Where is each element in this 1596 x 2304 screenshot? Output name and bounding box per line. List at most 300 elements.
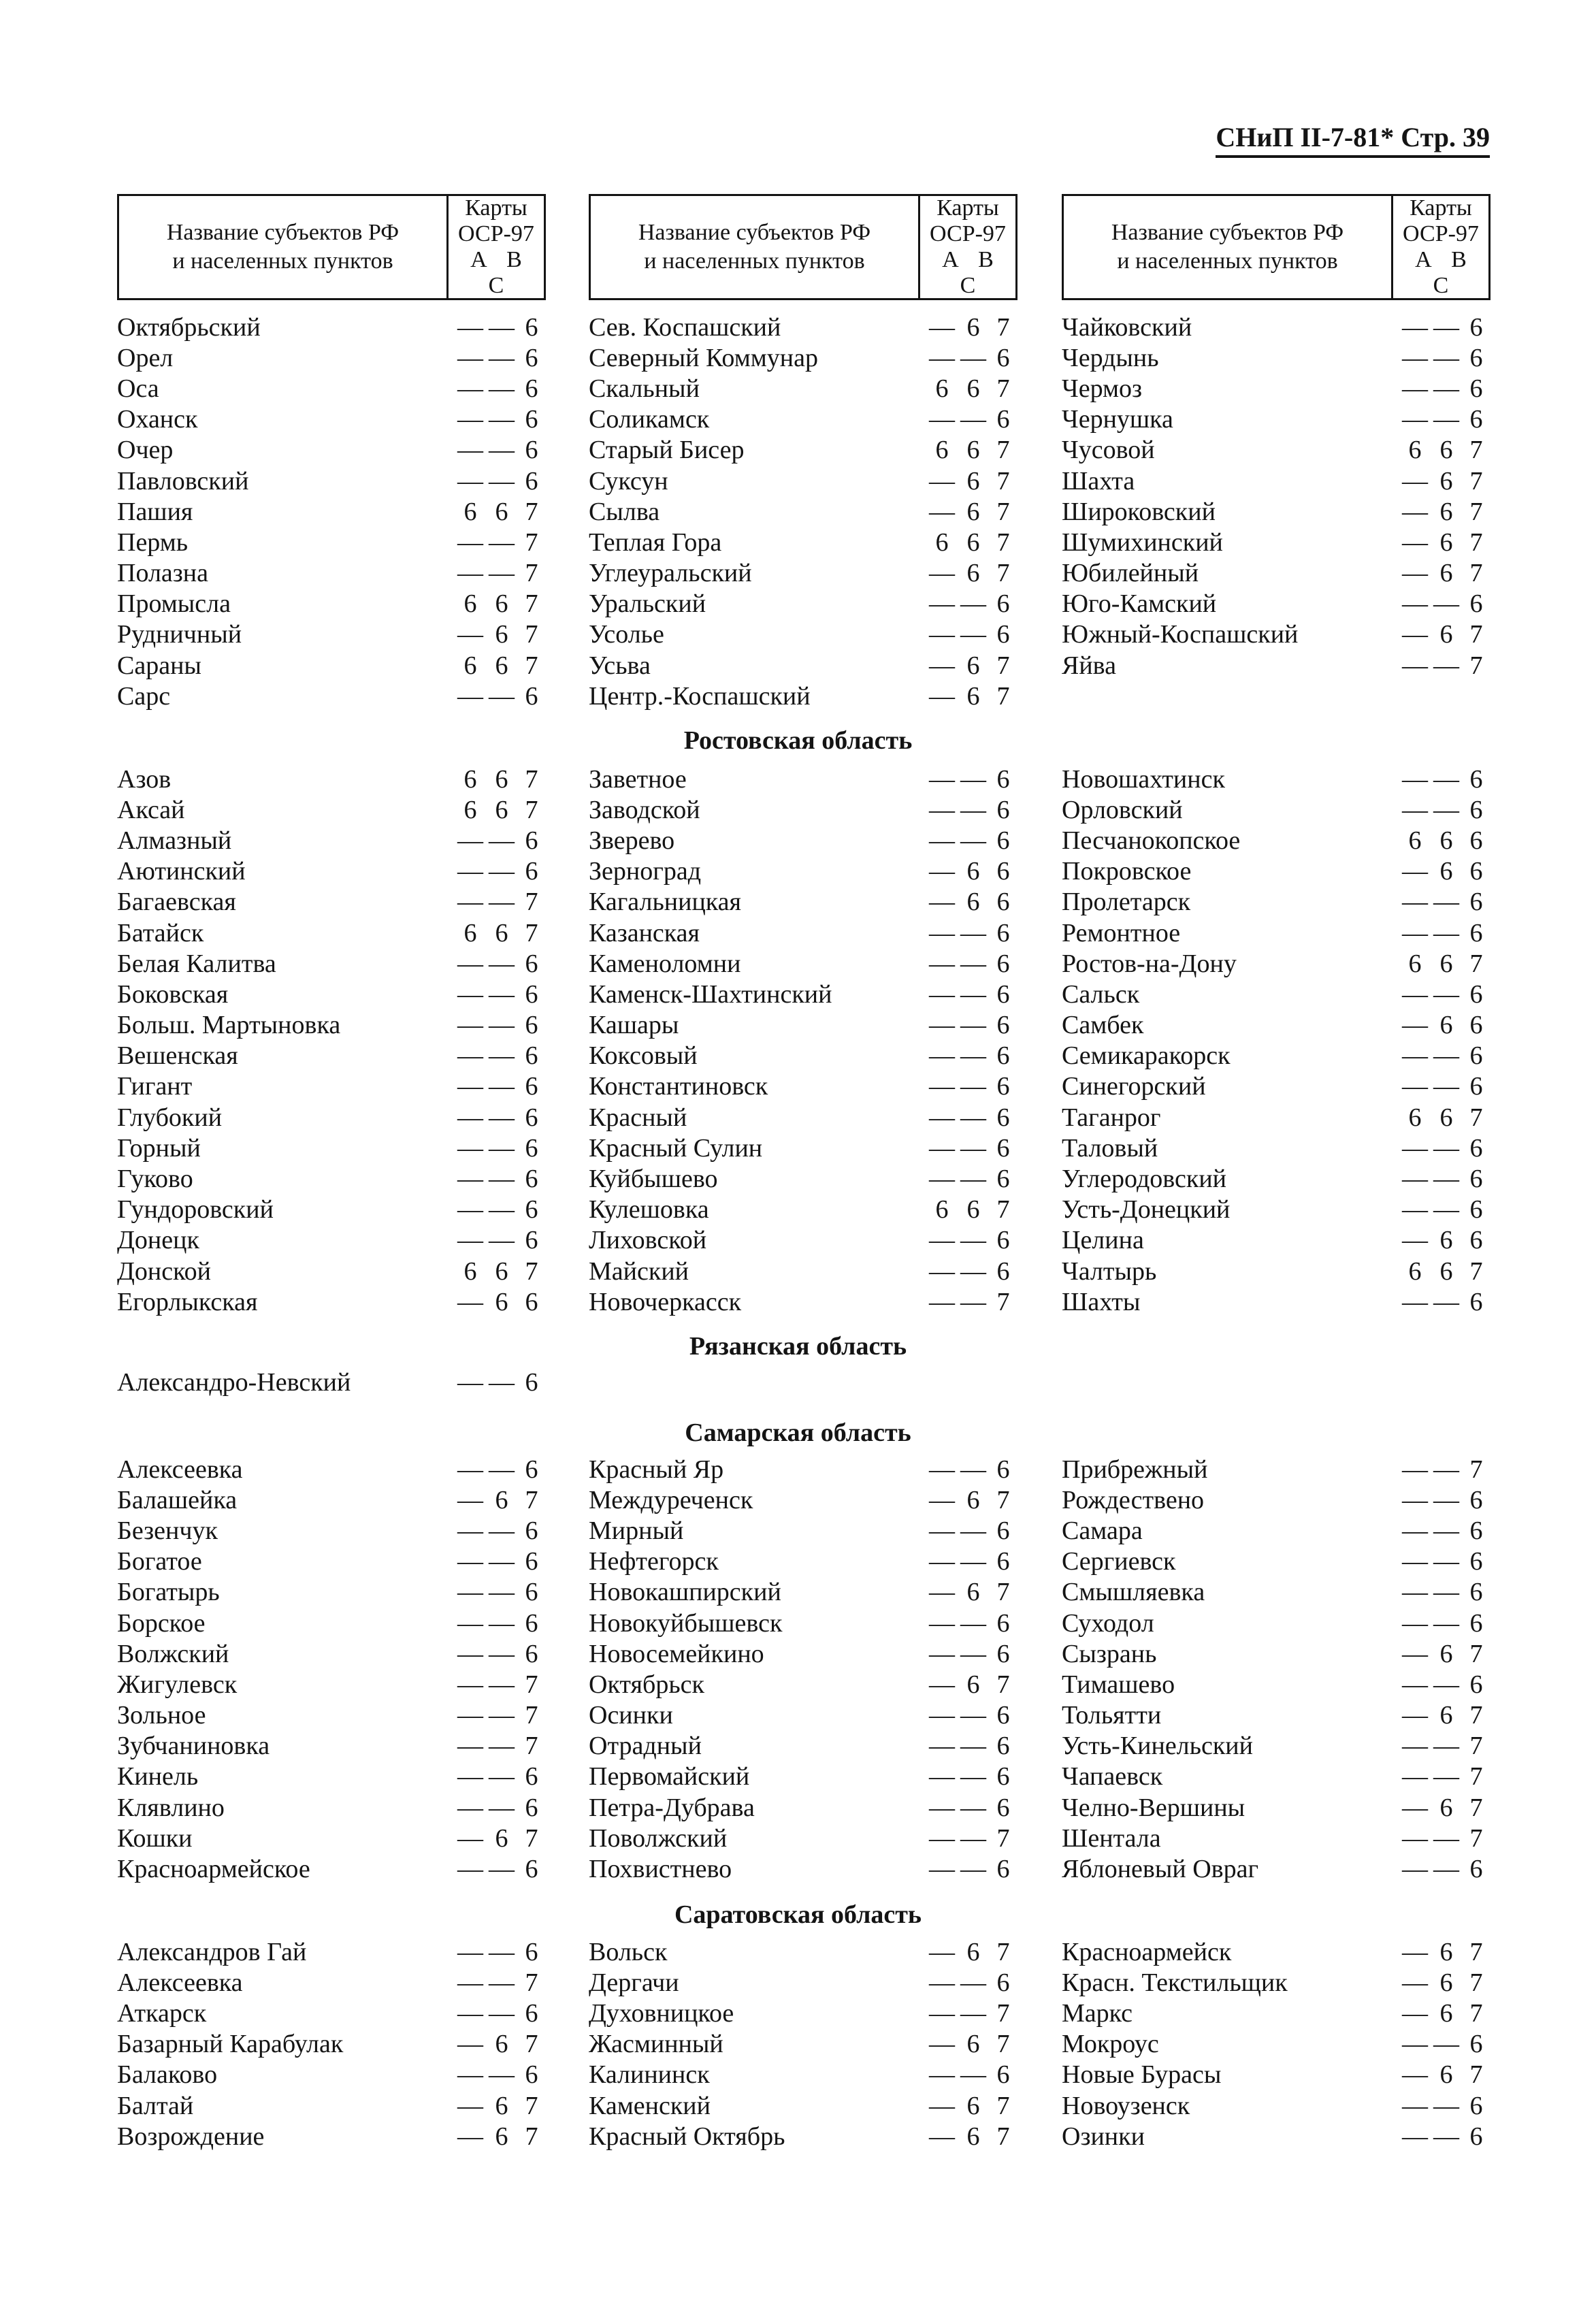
settlement-name: Багаевская bbox=[117, 888, 236, 917]
settlement-name: Пашия bbox=[117, 497, 193, 526]
map-a-value: 6 bbox=[463, 764, 477, 794]
map-a-value: — bbox=[929, 1485, 955, 1514]
table-row bbox=[117, 1577, 546, 1608]
map-a-value: — bbox=[929, 1578, 955, 1607]
settlement-name: Красный Яр bbox=[589, 1455, 724, 1484]
map-b-value: — bbox=[1433, 1823, 1459, 1853]
settlement-name: Красный bbox=[589, 1103, 687, 1132]
table-row bbox=[1062, 918, 1491, 948]
map-c-value: 7 bbox=[525, 888, 538, 917]
table-row bbox=[1062, 1936, 1491, 1967]
map-a-value: — bbox=[1402, 651, 1428, 680]
table-row bbox=[589, 1823, 1017, 1853]
map-c-value: 7 bbox=[996, 466, 1010, 496]
settlement-name: Коксовый bbox=[589, 1041, 698, 1071]
map-c-value: 6 bbox=[996, 1762, 1010, 1791]
map-c-value: 6 bbox=[996, 826, 1010, 855]
settlement-name: Юго-Камский bbox=[1062, 589, 1217, 619]
map-b-value: 6 bbox=[495, 651, 508, 680]
settlement-name: Сальск bbox=[1062, 979, 1140, 1009]
map-c-value: 7 bbox=[1469, 1256, 1483, 1286]
map-c-value: 6 bbox=[1469, 1670, 1483, 1699]
table-row bbox=[117, 1608, 546, 1638]
settlement-name: Челно-Вершины bbox=[1062, 1793, 1245, 1822]
map-b-value: — bbox=[1433, 1516, 1459, 1545]
map-a-value: — bbox=[1402, 405, 1428, 434]
map-c-value: 7 bbox=[996, 651, 1010, 680]
map-a-value: — bbox=[929, 681, 955, 711]
map-c-value: 6 bbox=[996, 918, 1010, 947]
map-b-value: — bbox=[1433, 1133, 1459, 1163]
map-a-value: — bbox=[1402, 312, 1428, 342]
settlement-name: Оса bbox=[117, 374, 159, 403]
map-a-value: 6 bbox=[935, 374, 949, 403]
table-row bbox=[1062, 1967, 1491, 1998]
settlement-name: Заветное bbox=[589, 764, 687, 794]
header-name-line2: и населенных пунктов bbox=[1117, 248, 1338, 274]
map-a-value: 6 bbox=[463, 497, 477, 526]
settlement-name: Юбилейный bbox=[1062, 559, 1199, 588]
table-row bbox=[589, 1762, 1017, 1792]
map-b-value: 6 bbox=[1439, 857, 1453, 886]
settlement-name: Старый Бисер bbox=[589, 436, 745, 465]
table-row bbox=[117, 589, 546, 619]
map-c-value: 7 bbox=[525, 497, 538, 526]
map-b-value: — bbox=[1433, 1287, 1459, 1316]
map-b-value: — bbox=[489, 1011, 515, 1040]
map-b-value: — bbox=[960, 1762, 986, 1791]
map-c-value: 6 bbox=[1469, 1578, 1483, 1607]
map-b-value: — bbox=[1433, 888, 1459, 917]
map-b-value: — bbox=[960, 2060, 986, 2090]
table-row bbox=[589, 1454, 1017, 1484]
map-a-value: — bbox=[929, 1732, 955, 1761]
table-row bbox=[1062, 1608, 1491, 1638]
settlement-name: Песчанокопское bbox=[1062, 826, 1241, 855]
map-c-value: 6 bbox=[1469, 764, 1483, 794]
map-c-value: 6 bbox=[996, 1103, 1010, 1132]
map-b-value: 6 bbox=[1439, 1793, 1453, 1822]
table-row bbox=[589, 1577, 1017, 1608]
map-c-value: 7 bbox=[1469, 1701, 1483, 1730]
table-row bbox=[589, 1484, 1017, 1515]
map-b-value: — bbox=[960, 1793, 986, 1822]
settlement-name: Яйва bbox=[1062, 651, 1116, 680]
map-c-value: 7 bbox=[996, 1998, 1010, 2028]
settlement-name: Алексеевка bbox=[117, 1968, 243, 1997]
map-a-value: — bbox=[457, 1793, 483, 1822]
map-a-value: 6 bbox=[935, 528, 949, 557]
map-b-value: — bbox=[960, 1041, 986, 1071]
map-a-value: — bbox=[929, 1762, 955, 1791]
table-row bbox=[589, 435, 1017, 466]
map-a-value: — bbox=[1402, 1226, 1428, 1255]
map-c-value: 6 bbox=[525, 1226, 538, 1255]
settlement-name: Кинель bbox=[117, 1762, 199, 1791]
settlement-name: Калининск bbox=[589, 2060, 710, 2090]
table-header-3 bbox=[1062, 194, 1491, 300]
map-b-value: — bbox=[960, 1701, 986, 1730]
map-c-value: 6 bbox=[996, 1547, 1010, 1576]
settlement-name: Горный bbox=[117, 1133, 201, 1163]
map-b-value: 6 bbox=[1439, 528, 1453, 557]
settlement-name: Алмазный bbox=[117, 826, 232, 855]
settlement-name: Боковская bbox=[117, 979, 229, 1009]
header-name-cell bbox=[1064, 196, 1393, 298]
map-b-value: — bbox=[1433, 1855, 1459, 1884]
map-c-value: 7 bbox=[525, 559, 538, 588]
map-a-value: — bbox=[929, 826, 955, 855]
map-a-value: — bbox=[929, 1608, 955, 1638]
table-row bbox=[589, 1133, 1017, 1163]
header-maps-line2: ОСР-97 bbox=[458, 221, 534, 246]
table-row bbox=[117, 496, 546, 527]
table-row bbox=[589, 373, 1017, 404]
map-a-value: — bbox=[457, 826, 483, 855]
settlement-name: Донецк bbox=[117, 1226, 199, 1255]
settlement-name: Мирный bbox=[589, 1516, 684, 1545]
map-c-value: 7 bbox=[525, 651, 538, 680]
table-row bbox=[117, 1853, 546, 1884]
map-a-value: — bbox=[929, 312, 955, 342]
table-row bbox=[1062, 1792, 1491, 1823]
map-a-value: — bbox=[929, 1639, 955, 1668]
table-row bbox=[117, 1133, 546, 1163]
settlement-name: Азов bbox=[117, 764, 172, 794]
map-a-value: — bbox=[457, 466, 483, 496]
table-row bbox=[589, 1546, 1017, 1577]
header-maps-line1: Карты bbox=[1410, 195, 1472, 221]
map-c-value: 7 bbox=[1469, 559, 1483, 588]
map-a-value: — bbox=[457, 1823, 483, 1853]
map-c-value: 7 bbox=[996, 1287, 1010, 1316]
table-row bbox=[589, 825, 1017, 856]
map-a-value: — bbox=[457, 528, 483, 557]
map-a-value: — bbox=[457, 1608, 483, 1638]
header-maps-line1: Карты bbox=[465, 195, 527, 221]
table-row bbox=[589, 496, 1017, 527]
settlement-name: Самбек bbox=[1062, 1011, 1144, 1040]
settlement-name: Глубокий bbox=[117, 1103, 223, 1132]
settlement-name: Сергиевск bbox=[1062, 1547, 1176, 1576]
settlement-name: Больш. Мартыновка bbox=[117, 1011, 341, 1040]
table-row bbox=[117, 1367, 546, 1397]
map-c-value: 6 bbox=[1469, 589, 1483, 619]
map-c-value: 6 bbox=[996, 795, 1010, 824]
table-row bbox=[1062, 856, 1491, 887]
map-c-value: 6 bbox=[1469, 1516, 1483, 1545]
map-c-value: 6 bbox=[1469, 826, 1483, 855]
map-b-value: — bbox=[960, 795, 986, 824]
map-a-value: — bbox=[929, 1998, 955, 2028]
map-b-value: 6 bbox=[966, 374, 980, 403]
map-a-value: — bbox=[929, 1256, 955, 1286]
map-a-value: — bbox=[1402, 1762, 1428, 1791]
settlement-name: Семикаракорск bbox=[1062, 1041, 1231, 1071]
map-a-value: — bbox=[929, 405, 955, 434]
table-row bbox=[1062, 373, 1491, 404]
settlement-name: Богатырь bbox=[117, 1578, 220, 1607]
map-b-value: — bbox=[489, 1516, 515, 1545]
map-a-value: — bbox=[1402, 466, 1428, 496]
settlement-name: Смышляевка bbox=[1062, 1578, 1205, 1607]
map-c-value: 6 bbox=[1469, 1195, 1483, 1224]
map-a-value: — bbox=[457, 1670, 483, 1699]
table-row bbox=[117, 619, 546, 650]
map-a-value: — bbox=[929, 2060, 955, 2090]
settlement-name: Чермоз bbox=[1062, 374, 1143, 403]
header-maps-line2: ОСР-97 bbox=[1403, 221, 1479, 246]
table-row bbox=[117, 1700, 546, 1731]
map-c-value: 7 bbox=[1469, 497, 1483, 526]
map-b-value: — bbox=[1433, 1578, 1459, 1607]
map-a-value: — bbox=[929, 1547, 955, 1576]
map-b-value: 6 bbox=[1439, 1968, 1453, 1997]
map-b-value: — bbox=[960, 1516, 986, 1545]
map-c-value: 6 bbox=[996, 1793, 1010, 1822]
map-c-value: 6 bbox=[525, 1041, 538, 1071]
map-b-value: 6 bbox=[1439, 436, 1453, 465]
settlement-name: Балашейка bbox=[117, 1485, 238, 1514]
map-c-value: 6 bbox=[525, 1103, 538, 1132]
table-row bbox=[1062, 825, 1491, 856]
map-c-value: 6 bbox=[996, 949, 1010, 978]
map-b-value: — bbox=[489, 826, 515, 855]
map-c-value: 6 bbox=[525, 857, 538, 886]
map-a-value: — bbox=[1402, 2091, 1428, 2120]
map-a-value: — bbox=[1402, 1823, 1428, 1853]
map-c-value: 7 bbox=[996, 374, 1010, 403]
map-b-value: 6 bbox=[1439, 1998, 1453, 2028]
map-b-value: 6 bbox=[1439, 1103, 1453, 1132]
map-c-value: 6 bbox=[525, 1855, 538, 1884]
map-c-value: 7 bbox=[1469, 2060, 1483, 2090]
map-c-value: 6 bbox=[1469, 1165, 1483, 1194]
settlement-name: Сараны bbox=[117, 651, 201, 680]
settlement-name: Красный Октябрь bbox=[589, 2122, 785, 2151]
map-b-value: — bbox=[489, 1608, 515, 1638]
map-a-value: — bbox=[1402, 764, 1428, 794]
settlement-name: Суходол bbox=[1062, 1608, 1154, 1638]
map-c-value: 6 bbox=[525, 1165, 538, 1194]
map-b-value: 6 bbox=[1439, 1011, 1453, 1040]
map-c-value: 7 bbox=[1469, 436, 1483, 465]
map-a-value: — bbox=[929, 979, 955, 1009]
table-row bbox=[1062, 2090, 1491, 2121]
table-row bbox=[589, 794, 1017, 825]
map-b-value: — bbox=[1433, 918, 1459, 947]
table-row bbox=[117, 948, 546, 979]
map-a-value: — bbox=[1402, 857, 1428, 886]
table-row bbox=[1062, 619, 1491, 650]
settlement-name: Павловский bbox=[117, 466, 249, 496]
map-c-value: 6 bbox=[1469, 1485, 1483, 1514]
map-c-value: 7 bbox=[1469, 949, 1483, 978]
map-a-value: — bbox=[457, 1103, 483, 1132]
map-a-value: — bbox=[929, 857, 955, 886]
table-row bbox=[117, 312, 546, 342]
map-b-value: 6 bbox=[1439, 466, 1453, 496]
map-a-value: — bbox=[457, 1578, 483, 1607]
map-c-value: 6 bbox=[1469, 888, 1483, 917]
table-row bbox=[117, 1256, 546, 1286]
map-a-value: — bbox=[929, 1670, 955, 1699]
map-c-value: 6 bbox=[1469, 343, 1483, 372]
settlement-name: Центр.-Коспашский bbox=[589, 681, 811, 711]
settlement-name: Константиновск bbox=[589, 1072, 768, 1101]
header-name-cell bbox=[591, 196, 920, 298]
table-row bbox=[1062, 794, 1491, 825]
table-row bbox=[1062, 1454, 1491, 1484]
map-a-value: — bbox=[1402, 1547, 1428, 1576]
settlement-name: Аютинский bbox=[117, 857, 246, 886]
map-b-value: — bbox=[489, 1072, 515, 1101]
map-a-value: 6 bbox=[1408, 826, 1422, 855]
map-c-value: 6 bbox=[1469, 1608, 1483, 1638]
map-c-value: 6 bbox=[996, 1041, 1010, 1071]
map-b-value: — bbox=[489, 1165, 515, 1194]
table-column bbox=[1062, 1454, 1491, 1885]
settlement-name: Алексеевка bbox=[117, 1455, 243, 1484]
table-row bbox=[589, 1163, 1017, 1194]
map-a-value: — bbox=[457, 1287, 483, 1316]
map-a-value: — bbox=[457, 1855, 483, 1884]
settlement-name: Новосемейкино bbox=[589, 1639, 764, 1668]
table-row bbox=[117, 764, 546, 794]
map-b-value: — bbox=[960, 1011, 986, 1040]
map-c-value: 6 bbox=[1469, 2122, 1483, 2151]
map-a-value: — bbox=[457, 1937, 483, 1966]
map-c-value: 6 bbox=[525, 1639, 538, 1668]
map-c-value: 7 bbox=[525, 528, 538, 557]
map-a-value: — bbox=[929, 1823, 955, 1853]
map-c-value: 6 bbox=[996, 1639, 1010, 1668]
map-a-value: — bbox=[457, 374, 483, 403]
table-row bbox=[589, 589, 1017, 619]
map-c-value: 7 bbox=[1469, 1455, 1483, 1484]
map-c-value: 6 bbox=[996, 1732, 1010, 1761]
map-a-value: — bbox=[929, 2091, 955, 2120]
header-maps-line2: ОСР-97 bbox=[930, 221, 1006, 246]
map-c-value: 7 bbox=[525, 795, 538, 824]
map-a-value: — bbox=[1402, 1639, 1428, 1668]
settlement-name: Новокашпирский bbox=[589, 1578, 781, 1607]
settlement-name: Новоузенск bbox=[1062, 2091, 1190, 2120]
map-c-value: 7 bbox=[1469, 466, 1483, 496]
table-row bbox=[589, 2060, 1017, 2090]
map-b-value: — bbox=[489, 1547, 515, 1576]
settlement-name: Борское bbox=[117, 1608, 206, 1638]
map-b-value: — bbox=[489, 343, 515, 372]
table-row bbox=[589, 342, 1017, 373]
map-c-value: 6 bbox=[996, 1072, 1010, 1101]
map-a-value: — bbox=[457, 436, 483, 465]
settlement-name: Чердынь bbox=[1062, 343, 1159, 372]
map-c-value: 6 bbox=[525, 1011, 538, 1040]
settlement-name: Орел bbox=[117, 343, 174, 372]
settlement-name: Ростов-на-Дону bbox=[1062, 949, 1237, 978]
table-row bbox=[117, 1484, 546, 1515]
settlement-name: Полазна bbox=[117, 559, 208, 588]
settlement-name: Осинки bbox=[589, 1701, 673, 1730]
map-c-value: 6 bbox=[1469, 918, 1483, 947]
map-b-value: — bbox=[960, 343, 986, 372]
table-row bbox=[589, 1010, 1017, 1041]
map-a-value: — bbox=[457, 979, 483, 1009]
map-c-value: 6 bbox=[996, 888, 1010, 917]
map-a-value: — bbox=[457, 1701, 483, 1730]
table-row bbox=[589, 1515, 1017, 1546]
table-row bbox=[117, 1792, 546, 1823]
map-b-value: — bbox=[1433, 1455, 1459, 1484]
map-c-value: 6 bbox=[525, 1072, 538, 1101]
map-a-value: — bbox=[457, 1011, 483, 1040]
map-a-value: — bbox=[929, 1226, 955, 1255]
map-a-value: — bbox=[457, 559, 483, 588]
map-b-value: — bbox=[489, 405, 515, 434]
map-b-value: 6 bbox=[966, 2091, 980, 2120]
table-row bbox=[1062, 2029, 1491, 2060]
map-a-value: — bbox=[929, 1516, 955, 1545]
table-row bbox=[1062, 342, 1491, 373]
map-a-value: — bbox=[1402, 2030, 1428, 2059]
map-a-value: — bbox=[457, 1072, 483, 1101]
settlement-name: Усьва bbox=[589, 651, 651, 680]
map-c-value: 7 bbox=[525, 1670, 538, 1699]
table-row bbox=[589, 1967, 1017, 1998]
map-c-value: 7 bbox=[996, 497, 1010, 526]
header-maps-cell bbox=[449, 196, 544, 298]
table-row bbox=[589, 2121, 1017, 2152]
map-c-value: 7 bbox=[525, 2122, 538, 2151]
map-c-value: 6 bbox=[525, 312, 538, 342]
map-b-value: 6 bbox=[1439, 1226, 1453, 1255]
map-b-value: — bbox=[1433, 795, 1459, 824]
map-c-value: 6 bbox=[525, 826, 538, 855]
map-b-value: — bbox=[960, 1855, 986, 1884]
map-a-value: — bbox=[457, 1133, 483, 1163]
map-a-value: — bbox=[457, 620, 483, 649]
settlement-name: Вольск bbox=[589, 1937, 668, 1966]
table-row bbox=[1062, 466, 1491, 496]
map-a-value: 6 bbox=[935, 436, 949, 465]
settlement-name: Суксун bbox=[589, 466, 668, 496]
table-row bbox=[1062, 1286, 1491, 1317]
map-a-value: — bbox=[1402, 1793, 1428, 1822]
table-row bbox=[1062, 1700, 1491, 1731]
table-row bbox=[589, 466, 1017, 496]
table-header-2 bbox=[589, 194, 1017, 300]
map-b-value: 6 bbox=[966, 857, 980, 886]
map-b-value: — bbox=[1433, 651, 1459, 680]
table-row bbox=[117, 1225, 546, 1256]
settlement-name: Орловский bbox=[1062, 795, 1183, 824]
map-b-value: — bbox=[960, 1823, 986, 1853]
map-a-value: — bbox=[1402, 589, 1428, 619]
map-c-value: 7 bbox=[525, 589, 538, 619]
table-row bbox=[1062, 1071, 1491, 1102]
map-b-value: 6 bbox=[1439, 620, 1453, 649]
map-b-value: — bbox=[489, 1670, 515, 1699]
map-b-value: 6 bbox=[1439, 2060, 1453, 2090]
table-row bbox=[117, 918, 546, 948]
map-a-value: — bbox=[1402, 1701, 1428, 1730]
settlement-name: Жасминный bbox=[589, 2030, 723, 2059]
section-title: Саратовская область bbox=[674, 1900, 922, 1929]
table-row bbox=[117, 435, 546, 466]
map-c-value: 6 bbox=[525, 949, 538, 978]
map-b-value: — bbox=[489, 681, 515, 711]
